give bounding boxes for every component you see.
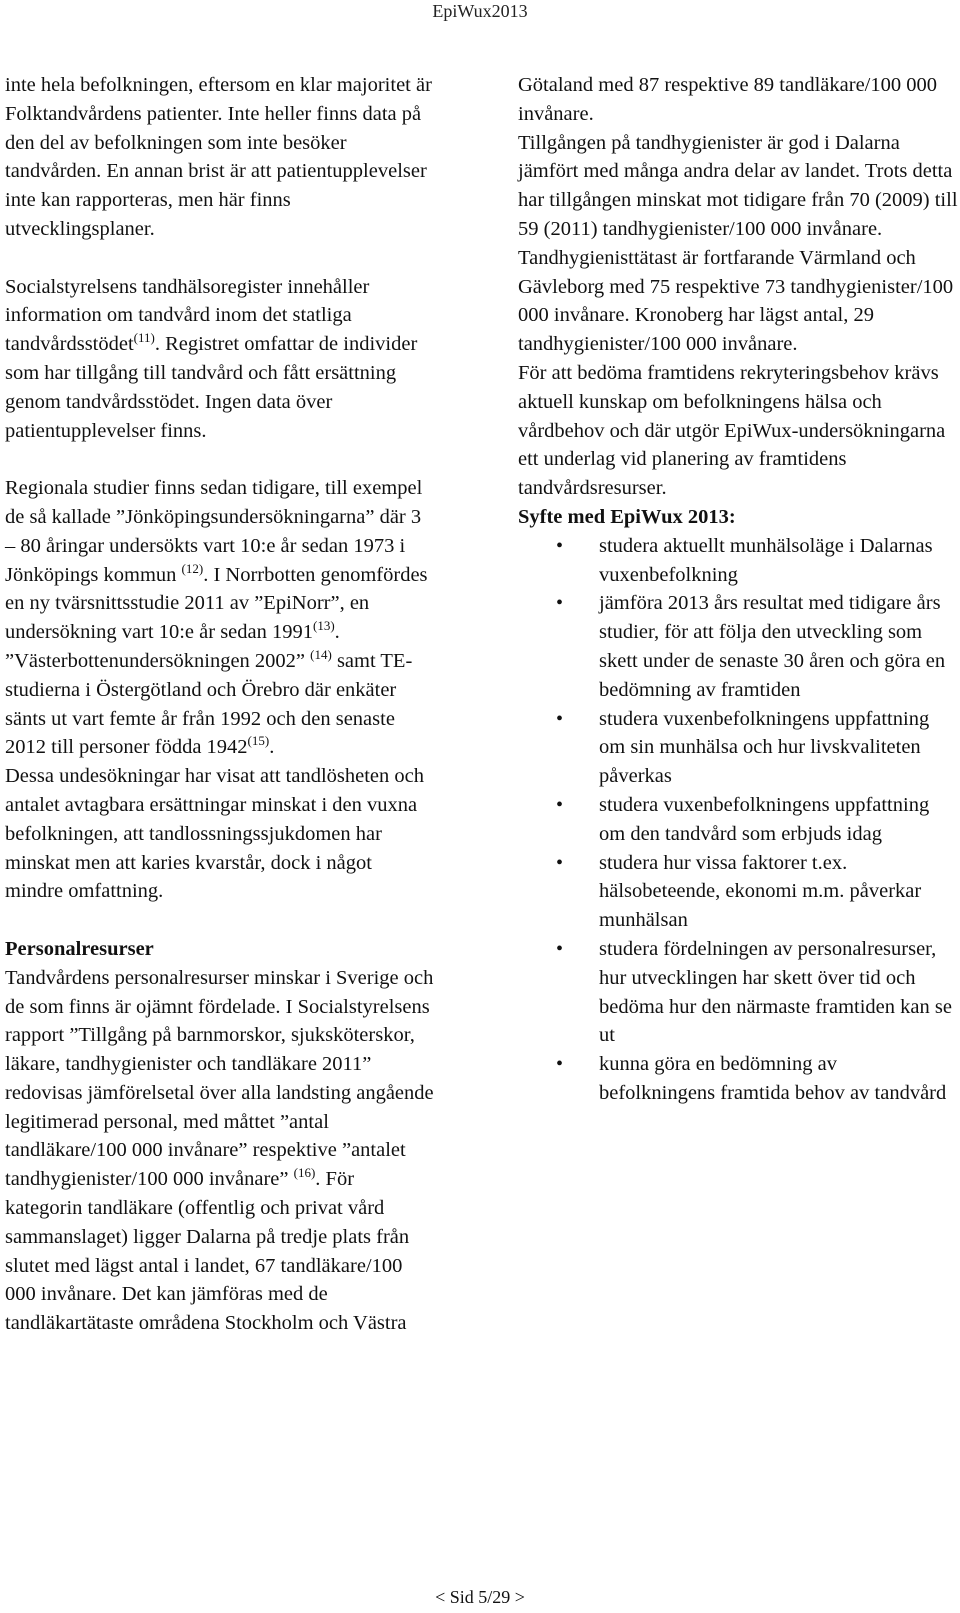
page-header [0,0,960,24]
reference-15: (15) [247,733,270,749]
paragraph-tandhalsoregister: Socialstyrelsens tandhälsoregister innehåller information om tandvård inom det statliga tandvårdsstödet$^{(11)}$. Registret omfattar de individer som har tillgång till tandvård och fått ersättning genom tandvårdsstödet. Ingen data över patientupplevelser finns. [5,275,418,442]
paragraph-patient-coverage: inte hela befolkningen, eftersom en klar majoritet är Folktandvårdens patienter. Inte heller finns data på den del av befolkningen som inte besöker tandvården. En annan brist är att patientupplevelser inte kan rapporteras, men här finns utvecklingsplaner. [5,74,432,240]
purpose-list [518,532,958,1108]
paragraph-tandlakare-comparison: Götaland med 87 respektive 89 tandläkare/100 000 invånare. [518,74,937,125]
right-column [518,71,958,1108]
document-title: EpiWux2013 [432,1,528,21]
heading-syfte: Syfte med EpiWux 2013: [518,505,736,528]
paragraph-tandhygienister: Tillgången på tandhygienister är god i Dalarna jämfört med många andra delar av landet. Trots detta har tillgången minskat mot tidigare från 70 (2009) till 59 (2011) tandhygienister/100 000 invånare. Tandhygienisttätast är fortfarande Värmland och Gävleborg med 75 respektive 73 tandhygienister/100 000 invånare. Kronoberg har lägst antal, 29 tandhygienister/100 000 invånare. [518,131,958,356]
paragraph-rekrytering: För att bedöma framtidens rekryteringsbehov krävs aktuell kunskap om befolkningens hälsa och vårdbehov och där utgör EpiWux-undersökningarna ett underlag vid planering av framtidens tandvårdsresurser. [518,361,946,500]
reference-14: (14) [310,647,332,663]
reference-13: (13) [313,618,335,634]
left-column [5,71,435,1338]
paragraph-findings: Dessa undesökningar har visat att tandlösheten och antalet avtagbara ersättningar minskat i den vuxna befolkningen, att tandlossningssjukdomen har minskat men att karies kvarstår, dock i något mindre omfattning. [5,765,424,903]
list-item: • jämföra 2013 års resultat med tidigare års studier, för att följa den utveckling som skett under de senaste 30 åren och göra en bedömning av framtiden [518,589,958,704]
list-item: • studera aktuellt munhälsoläge i Dalarnas vuxenbefolkning [518,532,958,590]
list-item: • kunna göra en bedömning av befolkningens framtida behov av tandvård [518,1050,958,1108]
list-item: • studera hur vissa faktorer t.ex. hälsobeteende, ekonomi m.m. påverkar munhälsan [518,849,958,935]
page-footer [0,1586,960,1608]
reference-11: (11) [133,330,155,346]
paragraph-regional-studies: Regionala studier finns sedan tidigare, till exempel de så kallade ”Jönköpingsundersökningarna” där 3 – 80 åringar undersökts vart 10:e år sedan 1973 i Jönköpings kommun $^{(12)}$. I Norrbotten genomfördes en ny tvärsnittsstudie 2011 av ”EpiNorr”, en undersökning vart 10:e år sedan 1991$^{(13)}$. ”Västerbottenundersökningen 2002” $^{(14)}$ samt TE-studierna i Östergötland och Örebro där enkäter sänts ut vart femte år från 1992 och den senaste 2012 till personer födda 1942$^{(15)}$. [5,477,428,759]
reference-16: (16) [293,1165,316,1181]
paragraph-personalresurser: Tandvårdens personalresurser minskar i Sverige och de som finns är ojämnt fördelade. I Socialstyrelsens rapport ”Tillgång på barnmorskor, sjuksköterskor, läkare, tandhygienister och tandläkare 2011” redovisas jämförelsetal över alla landsting angående legitimerad personal, med måttet ”antal tandläkare/100 000 invånare” respektive ”antalet tandhygienister/100 000 invånare” $^{(16)}$. För kategorin tandläkare (offentlig och privat vård sammanslaget) ligger Dalarna på tredje plats från slutet med lägst antal i landet, 67 tandläkare/100 000 invånare. Det kan jämföras med de tandläkartätaste områdena Stockholm och Västra [5,966,434,1335]
heading-personalresurser: Personalresurser [5,937,154,960]
reference-12: (12) [181,560,204,576]
list-item: • studera vuxenbefolkningens uppfattning om sin munhälsa och hur livskvaliteten påverkas [518,705,958,791]
page-number: < Sid 5/29 > [435,1587,525,1607]
list-item: • studera fördelningen av personalresurser, hur utvecklingen har skett över tid och bedöma hur den närmaste framtiden kan se ut [518,935,958,1050]
list-item: • studera vuxenbefolkningens uppfattning om den tandvård som erbjuds idag [518,791,958,849]
